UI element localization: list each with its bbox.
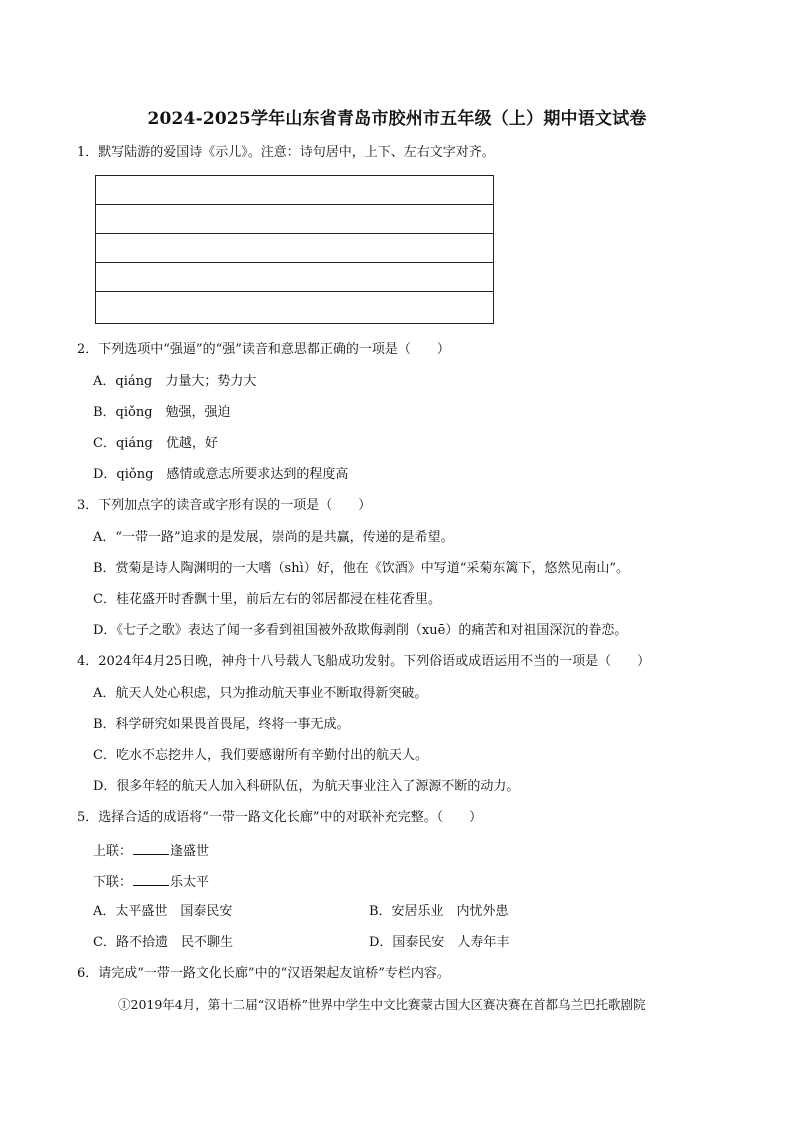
q2-option-d[interactable]: D．qiǒng 感情或意志所要求达到的程度高 — [93, 467, 349, 482]
q6-passage: ①2019年4月，第十二届“汉语桥”世界中学生中文比赛蒙古国大区赛决赛在首都乌兰巴托歌剧院 — [118, 997, 646, 1012]
q4-option-a[interactable]: A．航天人处心积虑，只为推动航天事业不断取得新突破。 — [93, 686, 428, 701]
couplet-upper-blank[interactable] — [133, 841, 169, 855]
page-title: 2024-2025学年山东省青岛市胶州市五年级（上）期中语文试卷 — [147, 109, 647, 129]
question-1: 1．默写陆游的爱国诗《示儿》。注意：诗句居中，上下、左右文字对齐。 — [77, 145, 495, 160]
q2-option-c[interactable]: C．qiáng 优越，好 — [93, 436, 218, 451]
q3-option-b[interactable]: B．赏菊是诗人陶渊明的一大嗜（shì）好，他在《饮酒》中写道“采菊东篱下，悠然见南山”。 — [93, 561, 630, 576]
q5-option-a[interactable]: A．太平盛世 国泰民安 — [93, 904, 233, 919]
q3-option-d[interactable]: D．《七子之歌》表达了闻一多看到祖国被外敌欺侮剥削（xuē）的痛苦和对祖国深沉的眷恋。 — [93, 623, 628, 638]
couplet-upper-text: 逢盛世 — [170, 844, 210, 859]
couplet-upper-label: 上联： — [93, 844, 133, 859]
q5-option-b[interactable]: B．安居乐业 内忧外患 — [369, 904, 509, 919]
q4-option-d[interactable]: D．很多年轻的航天人加入科研队伍，为航天事业注入了源源不断的动力。 — [93, 779, 520, 794]
q2-option-a[interactable]: A．qiáng 力量大；势力大 — [93, 374, 257, 389]
q2-option-b[interactable]: B．qiǒng 勉强，强迫 — [93, 405, 231, 420]
q3-option-a[interactable]: A．“一带一路”追求的是发展，崇尚的是共赢，传递的是希望。 — [93, 530, 454, 545]
answer-grid[interactable] — [95, 175, 494, 324]
question-6: 6．请完成“一带一路文化长廊”中的“汉语架起友谊桥”专栏内容。 — [77, 966, 450, 981]
answer-row[interactable] — [96, 176, 493, 205]
answer-row[interactable] — [96, 292, 493, 323]
question-3: 3．下列加点字的读音或字形有误的一项是（ ） — [77, 498, 372, 513]
couplet-lower — [93, 872, 209, 892]
answer-row[interactable] — [96, 263, 493, 292]
couplet-lower-text: 乐太平 — [170, 875, 210, 890]
answer-row[interactable] — [96, 234, 493, 263]
question-5: 5．选择合适的成语将“一带一路文化长廊”中的对联补充完整。（ ） — [77, 810, 483, 825]
q3-option-c[interactable]: C．桂花盛开时香飘十里，前后左右的邻居都浸在桂花香里。 — [93, 592, 441, 607]
q5-option-c[interactable]: C．路不拾遗 民不聊生 — [93, 935, 233, 950]
couplet-upper — [93, 841, 209, 861]
q5-option-d[interactable]: D．国泰民安 人寿年丰 — [369, 935, 510, 950]
question-2: 2．下列选项中“强逼”的“强”读音和意思都正确的一项是（ ） — [77, 342, 450, 357]
couplet-lower-blank[interactable] — [133, 872, 169, 886]
question-4: 4．2024年4月25日晚，神舟十八号载人飞船成功发射。下列俗语或成语运用不当的一项是（ ） — [77, 654, 651, 669]
q4-option-b[interactable]: B．科学研究如果畏首畏尾，终将一事无成。 — [93, 717, 350, 732]
answer-row[interactable] — [96, 205, 493, 234]
couplet-lower-label: 下联： — [93, 875, 133, 890]
q4-option-c[interactable]: C．吃水不忘挖井人，我们要感谢所有辛勤付出的航天人。 — [93, 748, 428, 763]
